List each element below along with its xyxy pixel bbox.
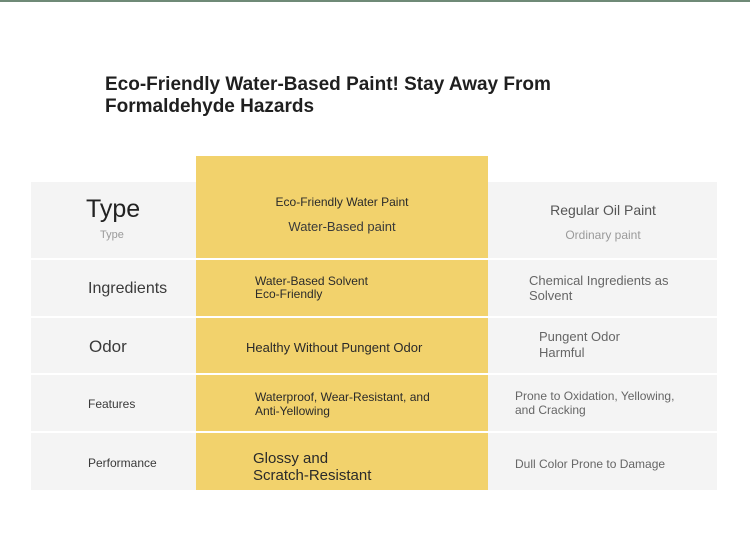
header-regular-sub: Ordinary paint (565, 228, 641, 242)
regular-ingredients (529, 273, 668, 303)
header-type-label: Type (86, 195, 141, 223)
eco-performance-line: Glossy and (253, 450, 329, 467)
header-eco-name: Eco-Friendly Water Paint (275, 195, 409, 209)
row-divider (196, 373, 488, 375)
eco-odor: Healthy Without Pungent Odor (246, 340, 423, 355)
row-label-performance: Performance (88, 456, 157, 470)
regular-odor-line: Pungent Odor (539, 329, 620, 344)
eco-performance (253, 450, 371, 484)
regular-performance: Dull Color Prone to Damage (515, 457, 666, 471)
eco-ingredients-line: Eco-Friendly (255, 287, 323, 301)
regular-ingredients-line: Solvent (529, 288, 573, 303)
regular-features-line: Prone to Oxidation, Yellowing, (515, 389, 675, 403)
header-type-sublabel: Type (100, 229, 124, 241)
eco-ingredients-line: Water-Based Solvent (255, 274, 368, 288)
header-eco-sub: Water-Based paint (288, 219, 396, 234)
eco-performance-line: Scratch-Resistant (253, 467, 372, 484)
regular-ingredients-line: Chemical Ingredients as (529, 273, 669, 288)
eco-ingredients (255, 275, 368, 301)
regular-features (515, 389, 674, 417)
row-divider (196, 431, 488, 433)
row-label-features: Features (88, 397, 136, 411)
row-label-ingredients: Ingredients (88, 280, 168, 297)
eco-features-line: Anti-Yellowing (255, 404, 330, 418)
row-label-odor: Odor (89, 337, 127, 356)
row-divider (196, 316, 488, 318)
page-title: Eco-Friendly Water-Based Paint! Stay Away From Formaldehyde Hazards (105, 74, 551, 117)
top-divider (0, 0, 750, 2)
eco-features-line: Waterproof, Wear-Resistant, and (255, 390, 430, 404)
eco-features (255, 390, 430, 418)
regular-odor (539, 329, 620, 361)
header-regular-name: Regular Oil Paint (550, 202, 656, 218)
row-divider (196, 258, 488, 260)
regular-odor-line: Harmful (539, 345, 585, 360)
regular-features-line: and Cracking (515, 403, 586, 417)
